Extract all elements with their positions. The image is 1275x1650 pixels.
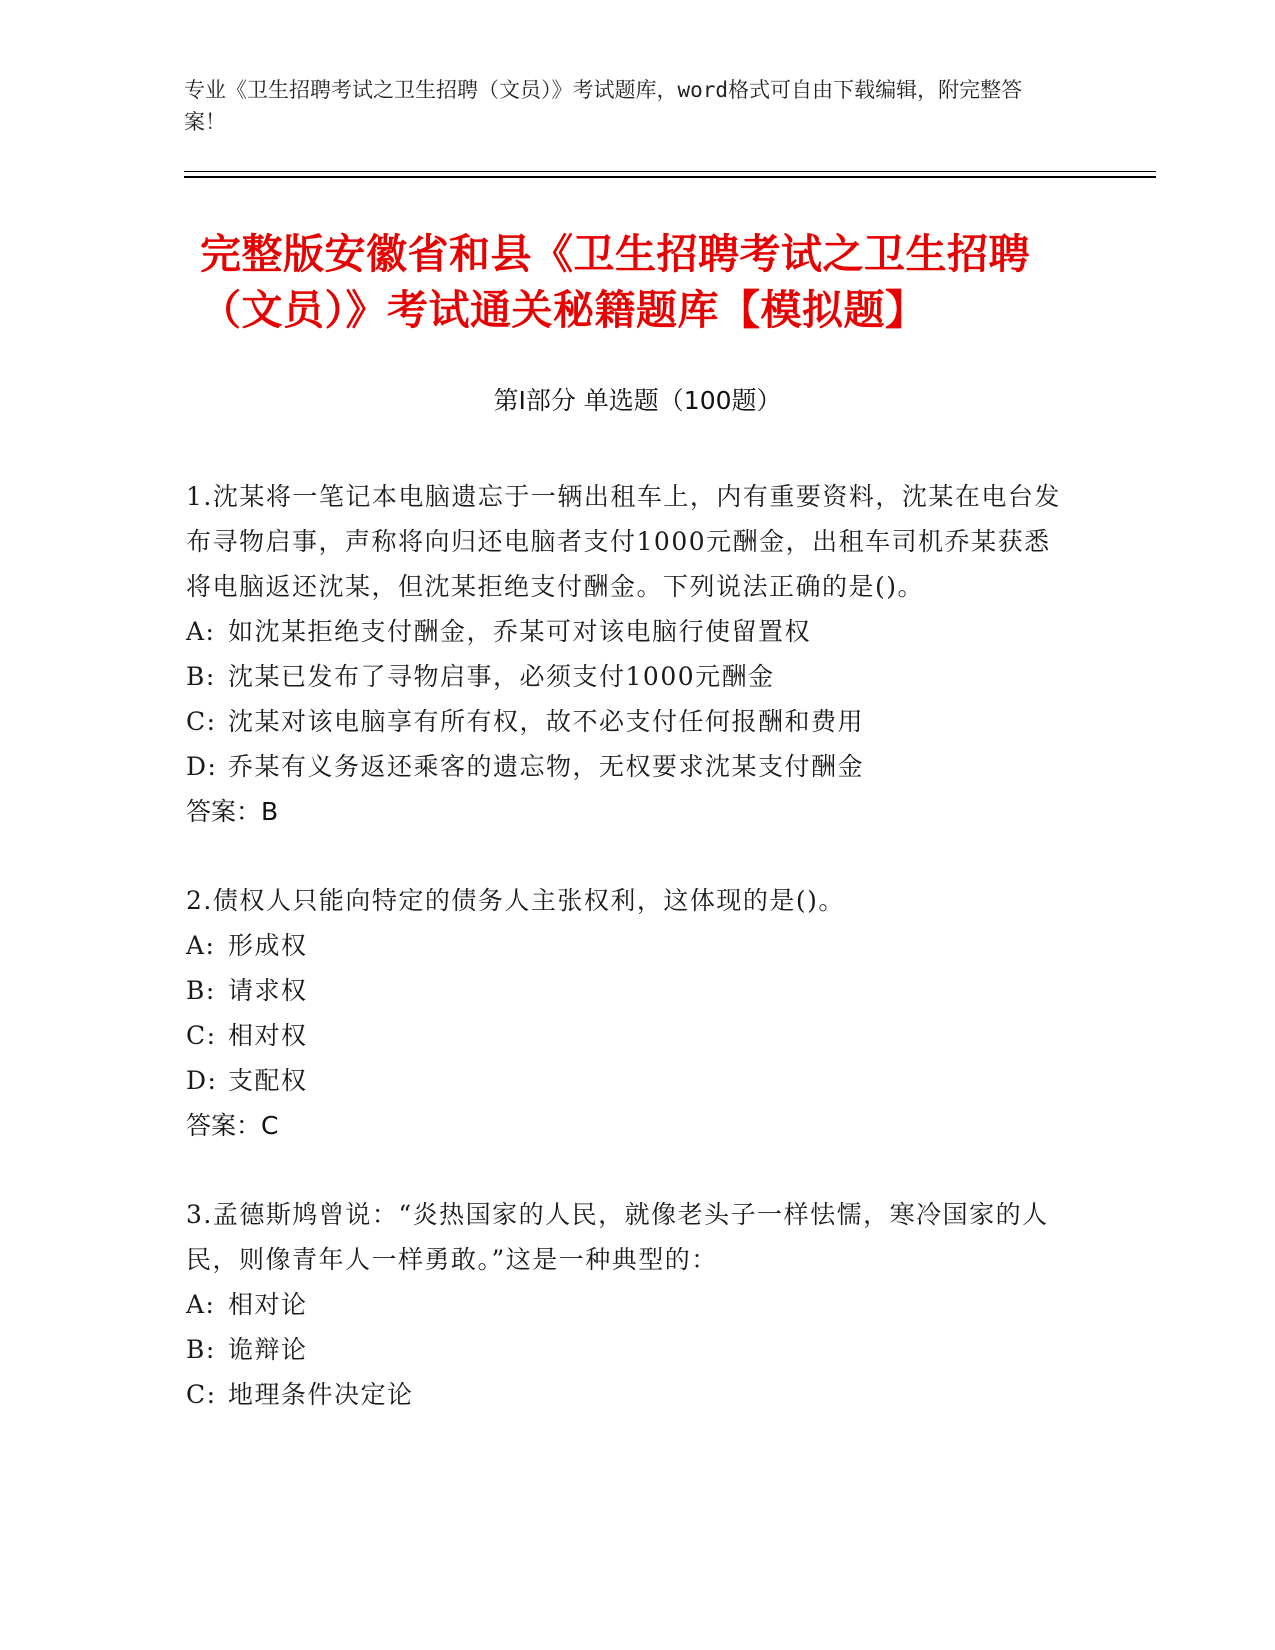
document-title: 完整版安徽省和县《卫生招聘考试之卫生招聘（文员）》考试通关秘籍题库【模拟题】: [200, 230, 1030, 334]
question-list: [186, 474, 1066, 1461]
question-item: [186, 1192, 1066, 1417]
answer-option: [186, 1372, 1066, 1417]
option-text: 如沈某拒绝支付酬金，乔某可对该电脑行使留置权: [228, 617, 812, 646]
option-letter: B:: [186, 976, 216, 1005]
option-letter: A:: [186, 1290, 216, 1319]
answer-key: 答案：C: [186, 1111, 279, 1140]
question-item: [186, 878, 1066, 1148]
option-text: 相对论: [228, 1290, 308, 1319]
answer-option: [186, 699, 1066, 744]
section-title: 第Ⅰ部分 单选题（100题）: [493, 386, 782, 415]
answer-option: [186, 1327, 1066, 1372]
option-letter: C:: [186, 707, 217, 736]
answer-option: [186, 654, 1066, 699]
option-text: 支配权: [228, 1066, 308, 1095]
option-letter: C:: [186, 1021, 217, 1050]
option-letter: A:: [186, 931, 216, 960]
answer-option: [186, 744, 1066, 789]
answer-option: [186, 968, 1066, 1013]
option-letter: C:: [186, 1380, 217, 1409]
option-text: 形成权: [228, 931, 308, 960]
option-text: 沈某对该电脑享有所有权，故不必支付任何报酬和费用: [228, 707, 865, 736]
option-text: 诡辩论: [228, 1335, 308, 1364]
header-divider-thick: [184, 176, 1156, 178]
answer-option: [186, 1058, 1066, 1103]
answer-key: 答案：B: [186, 797, 279, 826]
question-stem: 1.沈某将一笔记本电脑遗忘于一辆出租车上，内有重要资料，沈某在电台发布寻物启事，声称将向归还电脑者支付1000元酬金，出租车司机乔某获悉将电脑返还沈某，但沈某拒绝支付酬金。下列说法正确的是()。: [186, 482, 1061, 601]
option-letter: B:: [186, 1335, 216, 1364]
option-text: 沈某已发布了寻物启事，必须支付1000元酬金: [228, 662, 775, 691]
question-stem: 2.债权人只能向特定的债务人主张权利，这体现的是()。: [186, 886, 845, 915]
answer-option: [186, 609, 1066, 654]
option-letter: D:: [186, 1066, 218, 1095]
answer-option: [186, 1282, 1066, 1327]
option-letter: A:: [186, 617, 216, 646]
question-stem: 3.孟德斯鸠曾说：“炎热国家的人民，就像老头子一样怯懦，寒冷国家的人民，则像青年人一样勇敢。”这是一种典型的：: [186, 1200, 1049, 1274]
option-text: 请求权: [228, 976, 308, 1005]
option-text: 相对权: [228, 1021, 308, 1050]
header-note: 专业《卫生招聘考试之卫生招聘（文员）》考试题库，word格式可自由下载编辑，附完整答案！: [184, 78, 1023, 134]
answer-option: [186, 1013, 1066, 1058]
option-letter: D:: [186, 752, 218, 781]
option-letter: B:: [186, 662, 216, 691]
option-text: 地理条件决定论: [228, 1380, 414, 1409]
option-text: 乔某有义务返还乘客的遗忘物，无权要求沈某支付酬金: [228, 752, 865, 781]
header-divider-thin: [184, 171, 1156, 172]
question-item: [186, 474, 1066, 834]
answer-option: [186, 923, 1066, 968]
